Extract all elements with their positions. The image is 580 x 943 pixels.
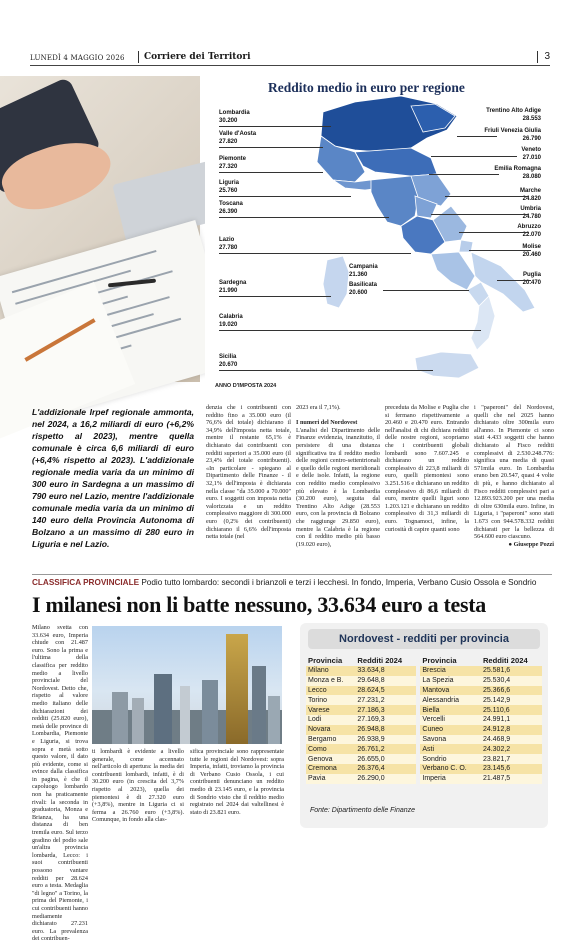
region-label-sardegna: Sardegna 21.990 [219,280,247,294]
region-label-molise: Molise 20.460 [522,244,541,258]
table-row [306,705,542,715]
region-label-puglia: Puglia 20.470 [522,272,541,286]
region-label-toscana: Toscana 26.390 [219,201,243,215]
article-column-1: denzia che i contribuenti con reddito fino a 35.000 euro (il 76,6% del totale) dichiarano il 34,9% dell'imposta netta totale, mentre il restante 65,1% è dichiarato dai contribuenti con redditi superiori a 35.000 euro (il 23,4% del totale contribuenti). «In particolare - spiegano al Dipartimento delle Finanze - il 32,1% dell'imposta è dichiarata nella classe "da 35.000 a 70.000" euro. I soggetti con imposta netta valorizzata e un reddito complessivo maggiore di 300.000 euro (0,2% dei contribuenti) dichiarano il 6,6% dell'imposta netta totale (nel [206,404,291,541]
province-name: Brescia [420,666,481,676]
masthead [30,50,550,66]
section-kicker [32,578,536,587]
table-row [306,744,542,754]
region-label-marche: Marche 24.820 [519,188,541,202]
province-name: Bergamo [306,735,355,745]
region-label-lazio: Lazio 27.780 [219,237,238,251]
province-name: Lodi [306,715,355,725]
income-value: 24.302,2 [481,744,542,754]
region-income-map [205,76,555,396]
income-value: 25.581,6 [481,666,542,676]
income-value: 24.991,1 [481,715,542,725]
income-value: 23.145,6 [481,764,542,774]
table-row [306,725,542,735]
province-name: Lecco [306,686,355,696]
region-label-liguria: Liguria 25.760 [219,180,240,194]
income-value: 25.366,6 [481,686,542,696]
income-value: 24.468,9 [481,735,542,745]
province-name: Cremona [306,764,355,774]
map-title: Reddito medio in euro per regione [268,80,465,95]
province-name: La Spezia [420,676,481,686]
issue-date: LUNEDÌ 4 MAGGIO 2026 [30,54,125,62]
map-footnote: ANNO D'IMPOSTA 2024 [215,383,277,389]
income-value: 26.376,4 [355,764,416,774]
province-name: Vercelli [420,715,481,725]
region-label-valle-aosta: Valle d'Aosta 27.820 [219,131,257,145]
income-value: 25.110,6 [481,705,542,715]
newspaper-name: Corriere dei Territori [144,52,251,62]
province-name: Torino [306,695,355,705]
page-number: 3 [544,51,550,62]
region-label-trentino: Trentino Alto Adige 28.553 [486,108,541,122]
table-row [306,695,542,705]
region-label-friuli: Friuli Venezia Giulia 26.790 [484,128,541,142]
income-value: 23.821,7 [481,754,542,764]
column-header: Redditi 2024 [357,656,403,665]
author-signature: ● Giuseppe Pozzi [508,540,554,548]
kicker-tag: CLASSIFICA PROVINCIALE [32,578,140,587]
region-label-sicilia: Sicilia 20.670 [219,354,238,368]
province-name: Varese [306,705,355,715]
income-value: 26.290,0 [355,774,416,784]
column-text: i "paperoni" del Nordovest, quelli che nel 2025 hanno dichiarato oltre 300mila euro all'anno. In Piemonte ci sono stati 4.433 soggetti che hanno dichiarato al Fisco redditi complessivi di 2.530.248.776: significa una media di quasi 571mila euro. In Lombardia erano ben 20.547, quasi 4 volte di più, e hanno dichiarato al Fisco redditi complessivi pari a 12.893.923.200 per una media di oltre 630mila euro. Infine, in Liguria, i "paperoni" sono stati 1.673 con 944.578.332 redditi dichiarati per la bellezza di 564.600 euro ciascuno. [474,404,554,541]
region-label-campania: Campania 21.360 [349,264,378,278]
province-income-table [306,655,542,784]
income-value: 26.948,8 [355,725,416,735]
region-label-piemonte: Piemonte 27.320 [219,156,247,170]
region-label-abruzzo: Abruzzo 22.070 [517,224,541,238]
table-title: Nordovest - redditi per provincia [308,629,540,649]
province-name: Novara [306,725,355,735]
column-text: 2023 era il 7,1%). [296,404,341,411]
province-name: Pavia [306,774,355,784]
income-value: 27.186,3 [355,705,416,715]
income-value: 25.530,4 [481,676,542,686]
column-text: L'analisi del Dipartimento delle Finanze evidenzia, inanzitutto, il persistere di una distanza significativa tra il reddito medio delle regioni centro-settentrionali e quello delle regioni meridionali e delle isole. Infatti, la regione con reddito medio complessivo più elevato è la Lombardia (30.200 euro), seguita dal Trentino Alto Adige (28.553 euro, con la provincia di Bolzano che raggiunge 29.850 euro), mentre la Calabria è la regione con il reddito medio più basso (19.020 euro), [296,426,380,548]
column-header: Provincia [308,656,343,665]
income-value: 25.142,9 [481,695,542,705]
article-column-2 [296,404,380,548]
income-value: 27.231,2 [355,695,416,705]
province-name: Biella [420,705,481,715]
article-column-a: Milano svetta con 33.634 euro, Imperia chiude con 21.487 euro. Sono la prima e l'ultima della classifica per reddito medio a livello provinciale del Nordovest. Detto che, rispetto al valore medio italiano delle dichiarazioni dei redditi (25.820 euro), metà delle province di Lombardia, Piemonte e Liguria, si trova sopra e metà sotto questo valore, il dato più evidente, come si evince dalla classifica in pagina, è che il capoluogo lombardo non ha praticamente rivali: la seconda in graduatoria, Monza e Brianza, ha una distanza di ben tremila euro. Sul terzo gradino del podio sale un'altra provincia lombarda, Lecco: i suoi contribuenti possono vantare redditi per 28.624 euro a testa. Medaglia "di legno" a Torino, la prima del Piemonte, i cui contribuenti hanno mediamente dichiarato 27.231 euro. La prevalenza dei contribuen- [32,624,88,943]
income-value: 28.624,5 [355,686,416,696]
province-income-table-box [300,623,548,828]
income-value: 26.761,2 [355,744,416,754]
province-name: Verbano C. O. [420,764,481,774]
region-label-basilicata: Basilicata 20.600 [349,282,378,296]
income-value: 33.634,8 [355,666,416,676]
article-column-c: sifica provinciale sono rappresentate tutte le regioni del Nordovest: sopra Imperia, infatti, troviamo la provincia di Verbano Cusio Ossola, i cui contribuenti denunciano un reddito medio di 23.145 euro, e la provincia di Sondrio visto che il reddito medio registrato nel 2024 dai valtellinesi è stato di 23.821 euro. [190,748,284,816]
province-name: Como [306,744,355,754]
article-column-b: ti lombardi è evidente a livello generale, come accennato nell'articolo di apertura: la media dei contribuenti lombardi, infatti, è di 30.200 euro (in crescita del 3,7% rispetto al 2023), quella dei piemontesi è di 27.320 euro (+3,8%), mentre in Liguria ci si ferma a 26.760 euro (+3,8%). Comunque, in fondo alla clas- [92,748,184,824]
region-label-emilia-romagna: Emilia Romagna 28.080 [494,166,541,180]
province-name: Milano [306,666,355,676]
table-row [306,764,542,774]
income-value: 29.648,8 [355,676,416,686]
province-name: Savona [420,735,481,745]
province-name: Genova [306,754,355,764]
table-row [306,754,542,764]
column-header: Provincia [422,656,457,665]
table-row [306,666,542,676]
article-column-4 [474,404,554,548]
table-row [306,735,542,745]
income-value: 24.912,8 [481,725,542,735]
column-header: Redditi 2024 [482,656,528,665]
divider [537,51,538,63]
article-lead: L'addizionale Irpef regionale ammonta, nel 2024, a 16,2 miliardi di euro (+6,2% rispetto al 2023), mentre quella comunale è circa 6,6 miliardi di euro (+6,4% rispetto al 2023). L'addizionale regionale media varia da un minimo di 300 euro in Sardegna a un massimo di 790 euro nel Lazio, mentre l'addizionale comunale media varia da un minimo di 140 euro della Provincia Autonoma di Bolzano a un massimo di 280 euro in Liguria e nel Lazio. [32,407,194,549]
region-label-calabria: Calabria 19.020 [219,314,243,328]
section-divider [32,574,552,575]
table-row [306,686,542,696]
income-value: 27.169,3 [355,715,416,725]
income-value: 26.938,9 [355,735,416,745]
region-label-umbria: Umbria 24.780 [520,206,541,220]
province-name: Monza e B. [306,676,355,686]
article-column-3: preceduta da Molise e Puglia che si fermano rispettivamente a 20.460 e 20.470 euro. Entrando nell'analisi di chi dichiara redditi delle nostre regioni, scopriamo che i contribuenti globali lombardi sono 7.607.245 e dichiarano un reddito complessivo di 223,8 miliardi di euro, quelli piemontesi sono 3.251.516 e dichiarano un reddito complessivo di 86,6 miliardi di euro, mentre quelli liguri sono 1.203.121 e dichiarano un reddito complessivo di 31,3 miliardi di euro. Tognamoci, infine, la curiosità di capire quanti sono [385,404,469,533]
milan-skyline-photo [92,626,282,744]
table-row [306,715,542,725]
province-name: Asti [420,744,481,754]
province-name: Imperia [420,774,481,784]
province-name: Sondrio [420,754,481,764]
region-label-veneto: Veneto 27.010 [521,147,541,161]
tax-forms-photo [0,76,200,382]
income-value: 26.655,0 [355,754,416,764]
headline: I milanesi non li batte nessuno, 33.634 euro a testa [32,592,486,617]
divider [138,51,139,63]
kicker-text: Podio tutto lombardo: secondi i brianzoli e terzi i lecchesi. In fondo, Imperia, Verbano Cusio Ossola e Sondrio [141,578,537,587]
table-row [306,774,542,784]
income-value: 21.487,5 [481,774,542,784]
province-name: Cuneo [420,725,481,735]
province-name: Mantova [420,686,481,696]
province-name: Alessandria [420,695,481,705]
table-source: Fonte: Dipartimento delle Finanze [310,807,416,814]
subheading: I numeri del Nordovest [296,419,358,427]
table-row [306,676,542,686]
region-label-lombardia: Lombardia 30.200 [219,110,250,124]
